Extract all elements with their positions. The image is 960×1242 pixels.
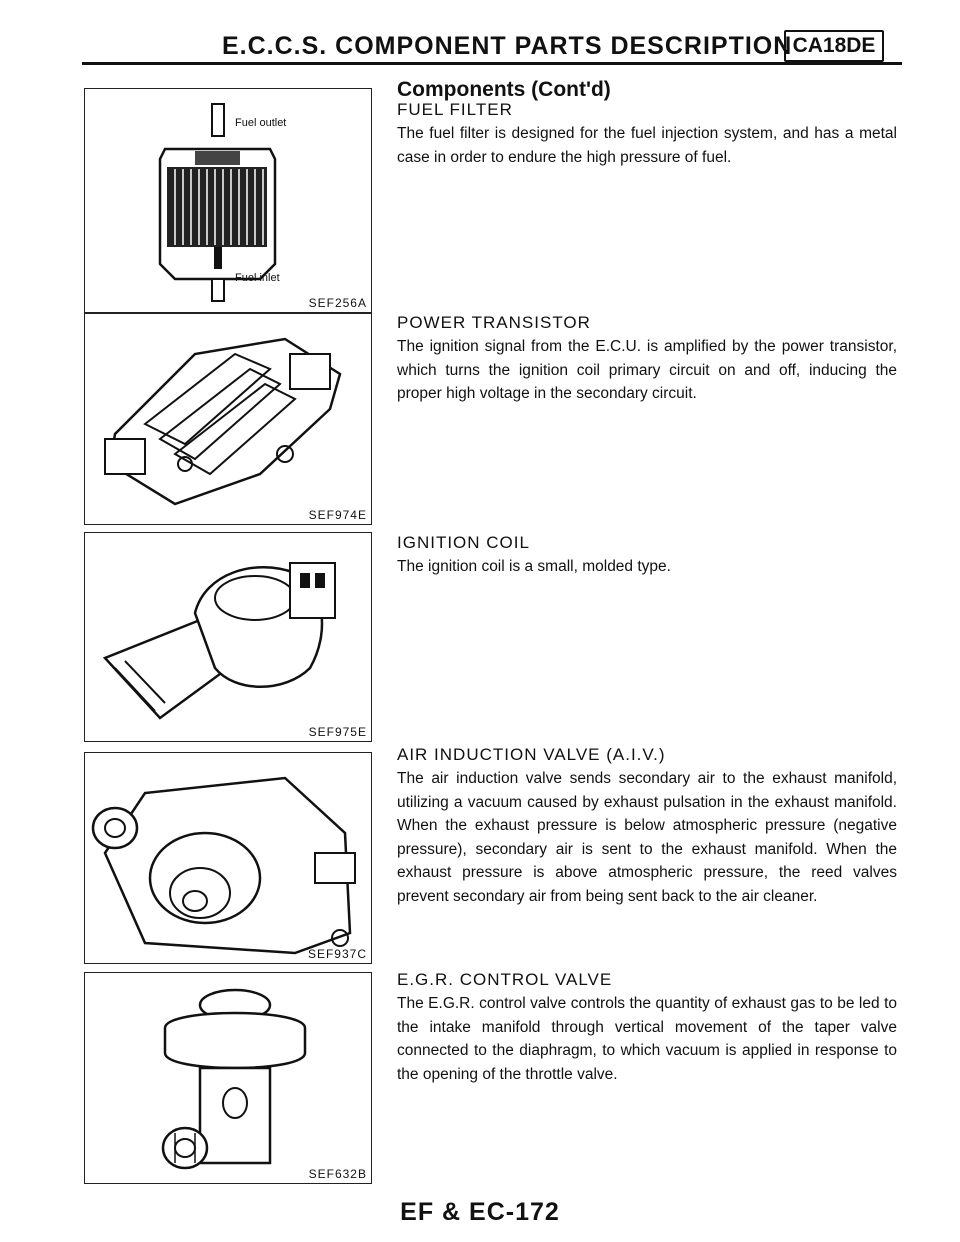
fuel-filter-figure xyxy=(84,88,372,313)
header-rule xyxy=(82,62,902,65)
section-body: The air induction valve sends secondary air to the exhaust manifold, utilizing a vacuum caused by exhaust pulsation in the exhaust manifold. When the exhaust pressure is below atmospheric pressure (negative pressure), secondary air is sent to the exhaust manifold. When the exhaust pressure is above atmospheric pressure, the reed valves prevent secondary air from being sent back to the air cleaner. xyxy=(397,770,897,905)
section-heading: IGNITION COIL xyxy=(397,533,530,552)
air-induction-valve-illustration xyxy=(85,753,370,963)
power-transistor-figure xyxy=(84,313,372,525)
page-number: EF & EC-172 xyxy=(400,1198,560,1226)
section-body: The E.G.R. control valve controls the quantity of exhaust gas to be led to the intake manifold through vertical movement of the taper valve connected to the diaphragm, to which vacuum is applied in response to the opening of the throttle valve. xyxy=(397,995,897,1083)
fuel-inlet-label: Fuel inlet xyxy=(235,272,280,284)
power-transistor-illustration xyxy=(85,314,370,524)
air-induction-valve-section xyxy=(397,745,897,908)
section-heading: FUEL FILTER xyxy=(397,100,513,119)
section-heading: AIR INDUCTION VALVE (A.I.V.) xyxy=(397,745,666,764)
page-title: E.C.C.S. COMPONENT PARTS DESCRIPTION xyxy=(222,32,793,60)
section-body: The fuel filter is designed for the fuel injection system, and has a metal case in order to endure the high pressure of fuel. xyxy=(397,125,897,166)
fuel-filter-illustration xyxy=(85,89,370,311)
engine-model-badge: CA18DE xyxy=(784,30,884,62)
section-heading: E.G.R. CONTROL VALVE xyxy=(397,970,613,989)
page-header xyxy=(82,30,902,70)
power-transistor-section xyxy=(397,313,897,406)
figure-code: SEF975E xyxy=(308,725,367,739)
egr-control-valve-section xyxy=(397,970,897,1086)
egr-control-valve-illustration xyxy=(85,973,370,1183)
section-body: The ignition signal from the E.C.U. is amplified by the power transistor, which turns the ignition coil primary circuit on and off, inducing the proper high voltage in the secondary circuit. xyxy=(397,338,897,402)
ignition-coil-figure xyxy=(84,532,372,742)
ignition-coil-section xyxy=(397,533,897,579)
figure-code: SEF974E xyxy=(308,508,367,522)
egr-control-valve-figure xyxy=(84,972,372,1184)
section-body: The ignition coil is a small, molded type. xyxy=(397,558,671,575)
ignition-coil-illustration xyxy=(85,533,370,741)
figure-code: SEF937C xyxy=(307,947,367,961)
fuel-filter-section xyxy=(397,100,897,169)
air-induction-valve-figure xyxy=(84,752,372,964)
section-title: Components (Cont'd) xyxy=(397,78,611,101)
figure-code: SEF256A xyxy=(308,296,367,310)
figure-code: SEF632B xyxy=(308,1167,367,1181)
fuel-outlet-label: Fuel outlet xyxy=(235,117,287,129)
section-heading: POWER TRANSISTOR xyxy=(397,313,591,332)
